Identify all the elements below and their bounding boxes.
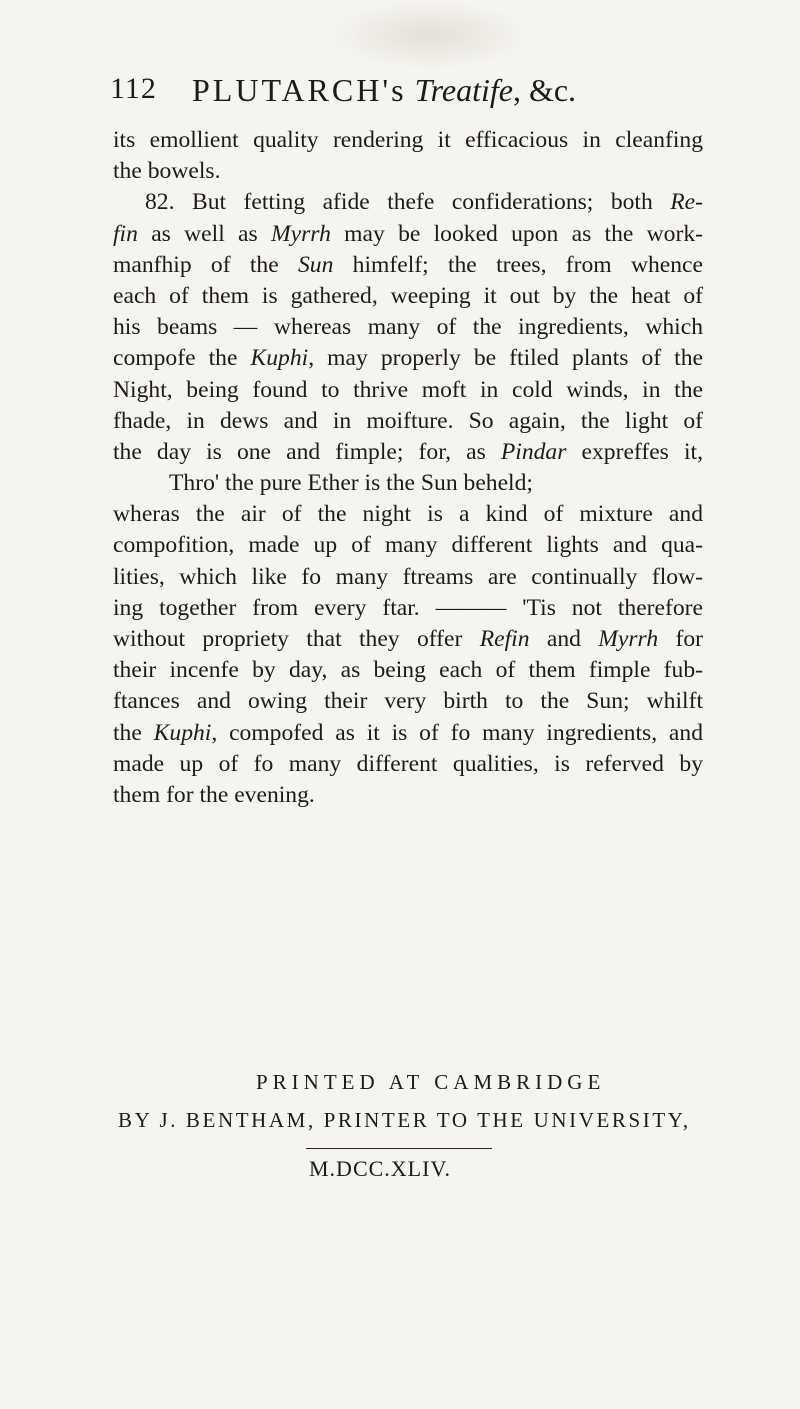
text-line: each of them is gathered, weeping it out by the heat of (113, 282, 703, 309)
imprint-printer: BY J. BENTHAM, PRINTER TO THE UNIVERSITY, (118, 1108, 691, 1132)
italic-term: Kuphi (153, 719, 212, 746)
italic-term: fin (113, 220, 138, 247)
text-run: for (658, 626, 703, 652)
text-run: without propriety that they offer (113, 626, 480, 652)
text-line: made up of fo many different qualities, is referved by (113, 750, 703, 777)
text-line: their incenfe by day, as being each of them fimple fub- (113, 657, 703, 684)
text-run: , compofed as it is of fo many ingredients, and (211, 719, 703, 746)
text-line (113, 718, 703, 749)
paragraph-82-start: 82. But fetting afide thefe confiderations; both (145, 189, 671, 216)
italic-term: Pindar (500, 438, 567, 465)
text-run: as well as (137, 220, 271, 247)
running-title-tail: , &c. (512, 72, 577, 108)
text-line: wheras the air of the night is a kind of mixture and (113, 501, 703, 528)
text-run: himfelf; the trees, from whence (333, 251, 703, 278)
text-line (113, 343, 703, 374)
text-line: fhade, in dews and in moifture. So again, the light of (113, 407, 703, 434)
verse-quotation: Thro' the pure Ether is the Sun beheld; (169, 470, 533, 497)
italic-term: Kuphi (250, 345, 309, 372)
running-title-italic: Treatife (414, 72, 513, 108)
imprint-rule (306, 1148, 492, 1149)
text-run: , may properly be ftiled plants of the (308, 345, 703, 372)
text-line (113, 437, 703, 468)
italic-term: Myrrh (271, 220, 331, 247)
running-title (192, 72, 576, 109)
text-run: compofe the (113, 345, 251, 372)
text-run: manfhip of the (113, 251, 298, 278)
text-line (113, 624, 703, 655)
text-line: lities, which like fo many ftreams are continually flow- (113, 563, 703, 590)
running-title-caps: PLUTARCH's (192, 72, 407, 108)
text-line: compofition, made up of many different lights and qua- (113, 532, 703, 559)
running-header (110, 72, 710, 116)
text-line: ing together from every ftar. ——— 'Tis not therefore (113, 594, 703, 621)
page-number: 112 (110, 72, 157, 105)
paper-stain (330, 0, 530, 70)
imprint-place: PRINTED AT CAMBRIDGE (256, 1070, 606, 1094)
text-line: ftances and owing their very birth to the Sun; whilft (113, 688, 703, 715)
italic-term: Refin (479, 626, 530, 652)
body-text (113, 125, 703, 811)
text-line: its emollient quality rendering it efficacious in cleanfing (113, 127, 703, 153)
text-run: the (113, 719, 154, 746)
text-run: the day is one and fimple; for, as (113, 438, 501, 465)
text-line: the bowels. (113, 158, 221, 185)
text-line: his beams — whereas many of the ingredients, which (113, 314, 703, 341)
text-line (113, 250, 703, 281)
text-run: and (529, 626, 599, 652)
italic-term: Re- (670, 189, 703, 216)
text-run: expreffes it, (566, 438, 703, 465)
text-line (113, 187, 703, 218)
text-line: them for the evening. (113, 781, 315, 808)
italic-term: Myrrh (598, 626, 659, 652)
text-line (113, 219, 703, 250)
text-run: may be looked upon as the work- (330, 220, 703, 247)
imprint-date: M.DCC.XLIV. (309, 1156, 452, 1181)
text-line: Night, being found to thrive moft in cold winds, in the (113, 376, 703, 403)
italic-term: Sun (297, 251, 334, 278)
